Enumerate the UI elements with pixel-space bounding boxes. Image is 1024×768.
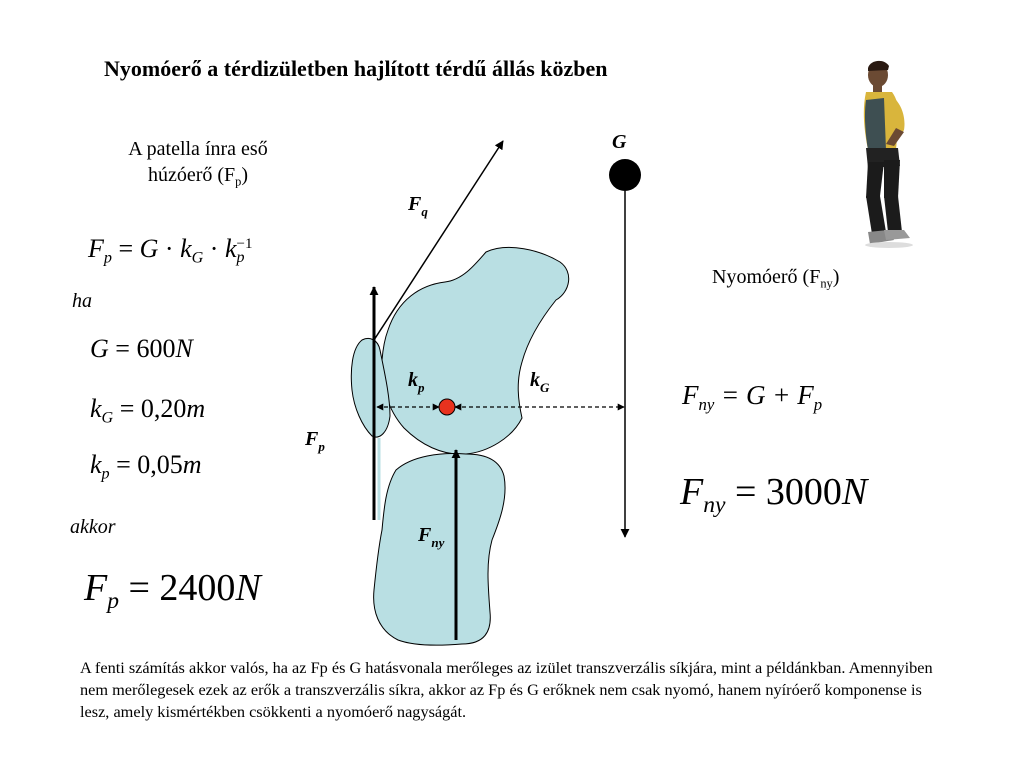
kp-label: $k_p$	[408, 369, 425, 395]
given-kg-unit: m	[186, 394, 206, 423]
formula-fp-lhs: F	[88, 234, 104, 263]
patella-label-main: húzóerő (F	[147, 164, 236, 186]
fp-label: $F_p$	[305, 428, 325, 454]
result-fp-unit: N	[235, 567, 261, 609]
result-fny-unit: N	[841, 471, 868, 513]
formula-fny-rhs: = G + F	[714, 380, 814, 410]
femur-bone	[382, 247, 569, 454]
joint-center-point	[439, 399, 455, 415]
kg-label: $k_G$	[530, 369, 550, 395]
given-kp-sub: p	[101, 465, 110, 483]
formula-fp-dot1: ·	[158, 234, 181, 263]
formula-fny-rhs-sub: p	[813, 394, 823, 414]
formula-fp-kp: k	[224, 234, 237, 263]
given-kp-unit: m	[182, 450, 202, 479]
formula-fp-g: G	[139, 234, 159, 263]
page-title: Nyomóerő a térdizületben hajlított térdű állás közben	[104, 56, 608, 81]
g-label: G	[612, 131, 627, 153]
given-kg-sub: G	[101, 409, 114, 427]
compressive-label-sub: ny	[820, 276, 833, 291]
compressive-label-main: Nyomóerő (F	[712, 266, 821, 288]
formula-fp-kp-sup: −1	[236, 235, 253, 252]
given-kg-value: = 0,20	[113, 394, 187, 423]
given-kg-lhs: k	[90, 394, 102, 423]
person-squat-figure	[864, 61, 913, 248]
formula-fp-lhs-sub: p	[103, 249, 112, 267]
result-fp-value: = 2400	[119, 567, 236, 609]
given-kp-value: = 0,05	[109, 450, 183, 479]
formula-fny-lhs: F	[682, 380, 699, 410]
explanatory-note: A fenti számítás akkor valós, ha az Fp és G hatásvonala merőleges az izület transzverzális síkjára, mint a példánkban. Amennyiben nem merőlegesek ezek az erők a transzverzális síkra, akkor az Fp és G erőknek nem csak nyomó, hanem nyíróerő komponense is lesz, amely kismértékben csökkenti a nyomóerő nagyságát.	[80, 658, 933, 721]
formula-fp-kg: k	[180, 234, 192, 263]
result-fny-lhs-sub: ny	[703, 492, 726, 519]
formula-fp-kp-sub: p	[236, 248, 245, 266]
result-fp-lhs-sub: p	[107, 588, 119, 615]
result-fp-lhs: F	[84, 567, 108, 609]
fny-label: $F_{ny}$	[418, 524, 445, 550]
formula-fny-lhs-sub: ny	[698, 394, 715, 414]
formula-fp-kg-sub: G	[191, 249, 204, 267]
given-kp-lhs: k	[90, 450, 102, 479]
given-g-value: = 600	[108, 334, 176, 363]
patella-label-sub: p	[235, 174, 242, 189]
body-weight-point	[609, 159, 641, 191]
ha-label: ha	[72, 290, 92, 312]
formula-fp-dot2: ·	[203, 234, 225, 263]
result-fny-lhs: F	[680, 471, 704, 513]
given-g-lhs: G	[90, 334, 109, 363]
fq-label: $F_q$	[408, 193, 428, 219]
patella-label-end: )	[241, 164, 249, 186]
result-fny-value: = 3000	[725, 471, 842, 513]
given-g-unit: N	[175, 334, 193, 363]
formula-fp-eq: =	[111, 234, 140, 263]
patella-label-line1: A patella ínra eső	[128, 138, 268, 160]
compressive-label-end: )	[832, 266, 840, 288]
akkor-label: akkor	[70, 516, 116, 538]
